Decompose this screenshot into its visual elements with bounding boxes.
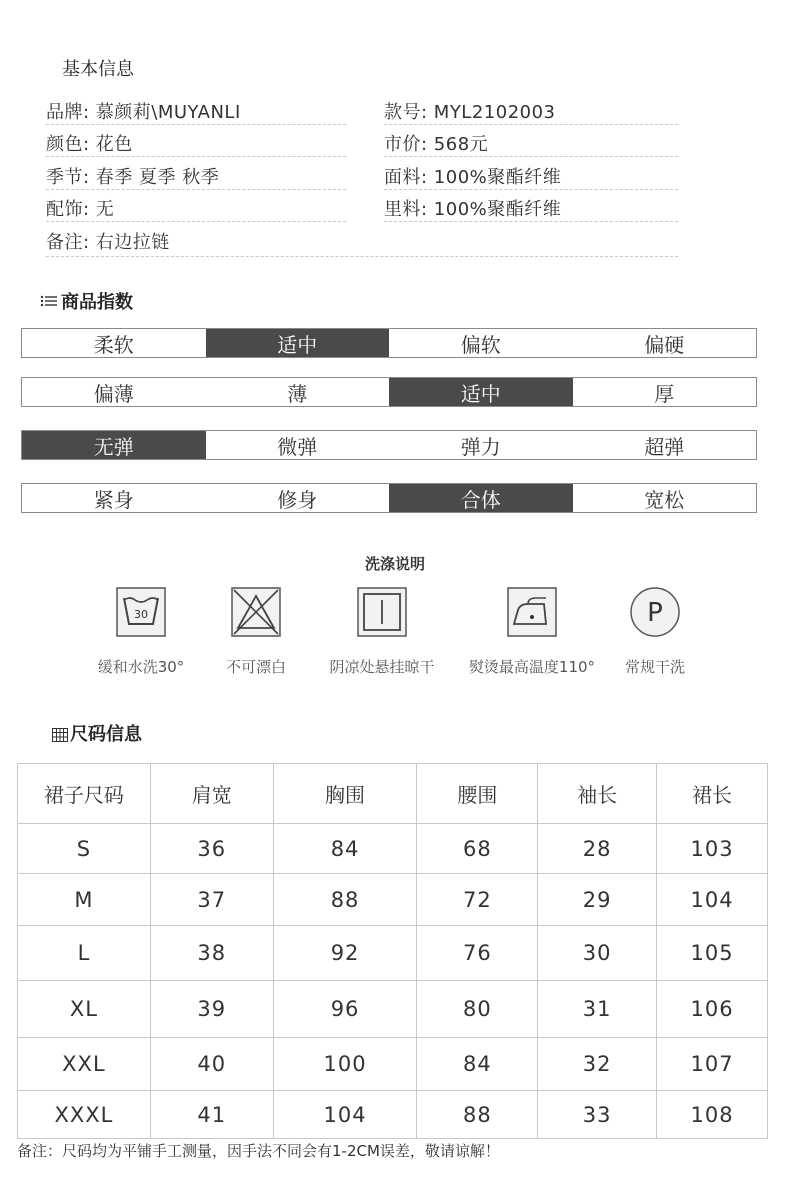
list-icon xyxy=(40,294,58,308)
size-title xyxy=(52,720,142,746)
index-row-fit xyxy=(21,483,757,513)
dry-clean-p-icon xyxy=(629,586,681,638)
wash-label: 熨烫最高温度110° xyxy=(468,658,596,676)
size-note: 备注：尺码均为平铺手工测量，因手法不同会有1-2CM误差，敬请谅解！ xyxy=(17,1142,500,1160)
table-cell: 72 xyxy=(417,874,538,926)
index-option: 适中 xyxy=(389,378,573,406)
table-header: 裙长 xyxy=(657,764,768,824)
dry-clean-letter: P xyxy=(647,598,663,628)
wash-label: 阴凉处悬挂晾干 xyxy=(329,658,435,676)
table-header: 胸围 xyxy=(273,764,417,824)
table-header: 袖长 xyxy=(538,764,657,824)
index-option: 修身 xyxy=(206,484,390,512)
divider xyxy=(384,156,678,157)
wash-30-icon xyxy=(115,586,167,638)
divider xyxy=(384,124,678,125)
size-title-text: 尺码信息 xyxy=(70,724,142,745)
table-row xyxy=(18,1038,768,1091)
index-option: 紧身 xyxy=(22,484,206,512)
index-option: 偏硬 xyxy=(573,329,757,357)
index-row-softness xyxy=(21,328,757,358)
info-color: 颜色: 花色 xyxy=(46,134,133,155)
table-cell: L xyxy=(18,926,151,981)
table-cell: 76 xyxy=(417,926,538,981)
index-row-thickness xyxy=(21,377,757,407)
no-bleach-icon xyxy=(230,586,282,638)
table-header: 肩宽 xyxy=(150,764,273,824)
table-cell: 84 xyxy=(417,1038,538,1091)
divider xyxy=(46,221,346,222)
info-remark: 备注: 右边拉链 xyxy=(46,232,170,253)
divider xyxy=(46,189,346,190)
index-option: 合体 xyxy=(389,484,573,512)
wash-label: 缓和水洗30° xyxy=(97,658,185,676)
table-cell: 80 xyxy=(417,981,538,1038)
table-cell: 88 xyxy=(417,1091,538,1139)
table-cell: 96 xyxy=(273,981,417,1038)
wash-item-line-dry xyxy=(307,586,457,677)
table-header: 腰围 xyxy=(417,764,538,824)
table-cell: 107 xyxy=(657,1038,768,1091)
info-lining: 里料: 100%聚酯纤维 xyxy=(384,199,562,220)
info-style-number: 款号: MYL2102003 xyxy=(384,102,556,123)
table-cell: 41 xyxy=(150,1091,273,1139)
table-cell: 108 xyxy=(657,1091,768,1139)
index-option: 微弹 xyxy=(206,431,390,459)
table-cell: 38 xyxy=(150,926,273,981)
wash-label: 常规干洗 xyxy=(624,658,685,676)
table-cell: M xyxy=(18,874,151,926)
info-brand: 品牌: 慕颜莉\MUYANLI xyxy=(46,102,241,123)
table-cell: 37 xyxy=(150,874,273,926)
index-option: 柔软 xyxy=(22,329,206,357)
divider xyxy=(46,124,346,125)
index-title-text: 商品指数 xyxy=(61,292,133,313)
iron-low-icon xyxy=(506,586,558,638)
table-header: 裙子尺码 xyxy=(18,764,151,824)
table-cell: XXL xyxy=(18,1038,151,1091)
table-cell: 105 xyxy=(657,926,768,981)
table-row xyxy=(18,874,768,926)
divider xyxy=(46,256,678,257)
table-cell: 68 xyxy=(417,824,538,874)
wash-item-dry-clean xyxy=(580,586,730,677)
table-cell: 39 xyxy=(150,981,273,1038)
wash-title: 洗涤说明 xyxy=(364,555,425,573)
table-cell: 92 xyxy=(273,926,417,981)
table-row xyxy=(18,926,768,981)
info-season: 季节: 春季 夏季 秋季 xyxy=(46,167,220,188)
table-cell: 103 xyxy=(657,824,768,874)
table-cell: 84 xyxy=(273,824,417,874)
index-row-elasticity xyxy=(21,430,757,460)
index-option: 无弹 xyxy=(22,431,206,459)
table-row xyxy=(18,981,768,1038)
table-cell: 31 xyxy=(538,981,657,1038)
info-price: 市价: 568元 xyxy=(384,134,489,155)
table-cell: 40 xyxy=(150,1038,273,1091)
index-title xyxy=(40,288,133,314)
index-option: 厚 xyxy=(573,378,757,406)
table-cell: 33 xyxy=(538,1091,657,1139)
index-option: 适中 xyxy=(206,329,390,357)
wash-temp-text: 30 xyxy=(134,608,148,621)
table-cell: 29 xyxy=(538,874,657,926)
info-fabric: 面料: 100%聚酯纤维 xyxy=(384,167,562,188)
divider xyxy=(384,221,678,222)
index-option: 超弹 xyxy=(573,431,757,459)
index-option: 薄 xyxy=(206,378,390,406)
size-table xyxy=(17,763,768,1139)
table-row xyxy=(18,824,768,874)
table-cell: 104 xyxy=(657,874,768,926)
table-cell: 28 xyxy=(538,824,657,874)
table-cell: 100 xyxy=(273,1038,417,1091)
divider xyxy=(384,189,678,190)
index-option: 宽松 xyxy=(573,484,757,512)
table-cell: 88 xyxy=(273,874,417,926)
table-cell: 104 xyxy=(273,1091,417,1139)
index-option: 弹力 xyxy=(389,431,573,459)
line-dry-shade-icon xyxy=(356,586,408,638)
index-option: 偏软 xyxy=(389,329,573,357)
table-cell: 30 xyxy=(538,926,657,981)
info-accessory: 配饰: 无 xyxy=(46,199,115,220)
table-cell: 36 xyxy=(150,824,273,874)
table-cell: XXXL xyxy=(18,1091,151,1139)
table-cell: 32 xyxy=(538,1038,657,1091)
divider xyxy=(46,156,346,157)
table-cell: S xyxy=(18,824,151,874)
index-option: 偏薄 xyxy=(22,378,206,406)
table-row xyxy=(18,1091,768,1139)
table-cell: XL xyxy=(18,981,151,1038)
table-header-row xyxy=(18,764,768,824)
basic-info-title: 基本信息 xyxy=(62,59,134,80)
wash-label: 不可漂白 xyxy=(225,658,286,676)
grid-icon xyxy=(52,728,68,742)
table-cell: 106 xyxy=(657,981,768,1038)
